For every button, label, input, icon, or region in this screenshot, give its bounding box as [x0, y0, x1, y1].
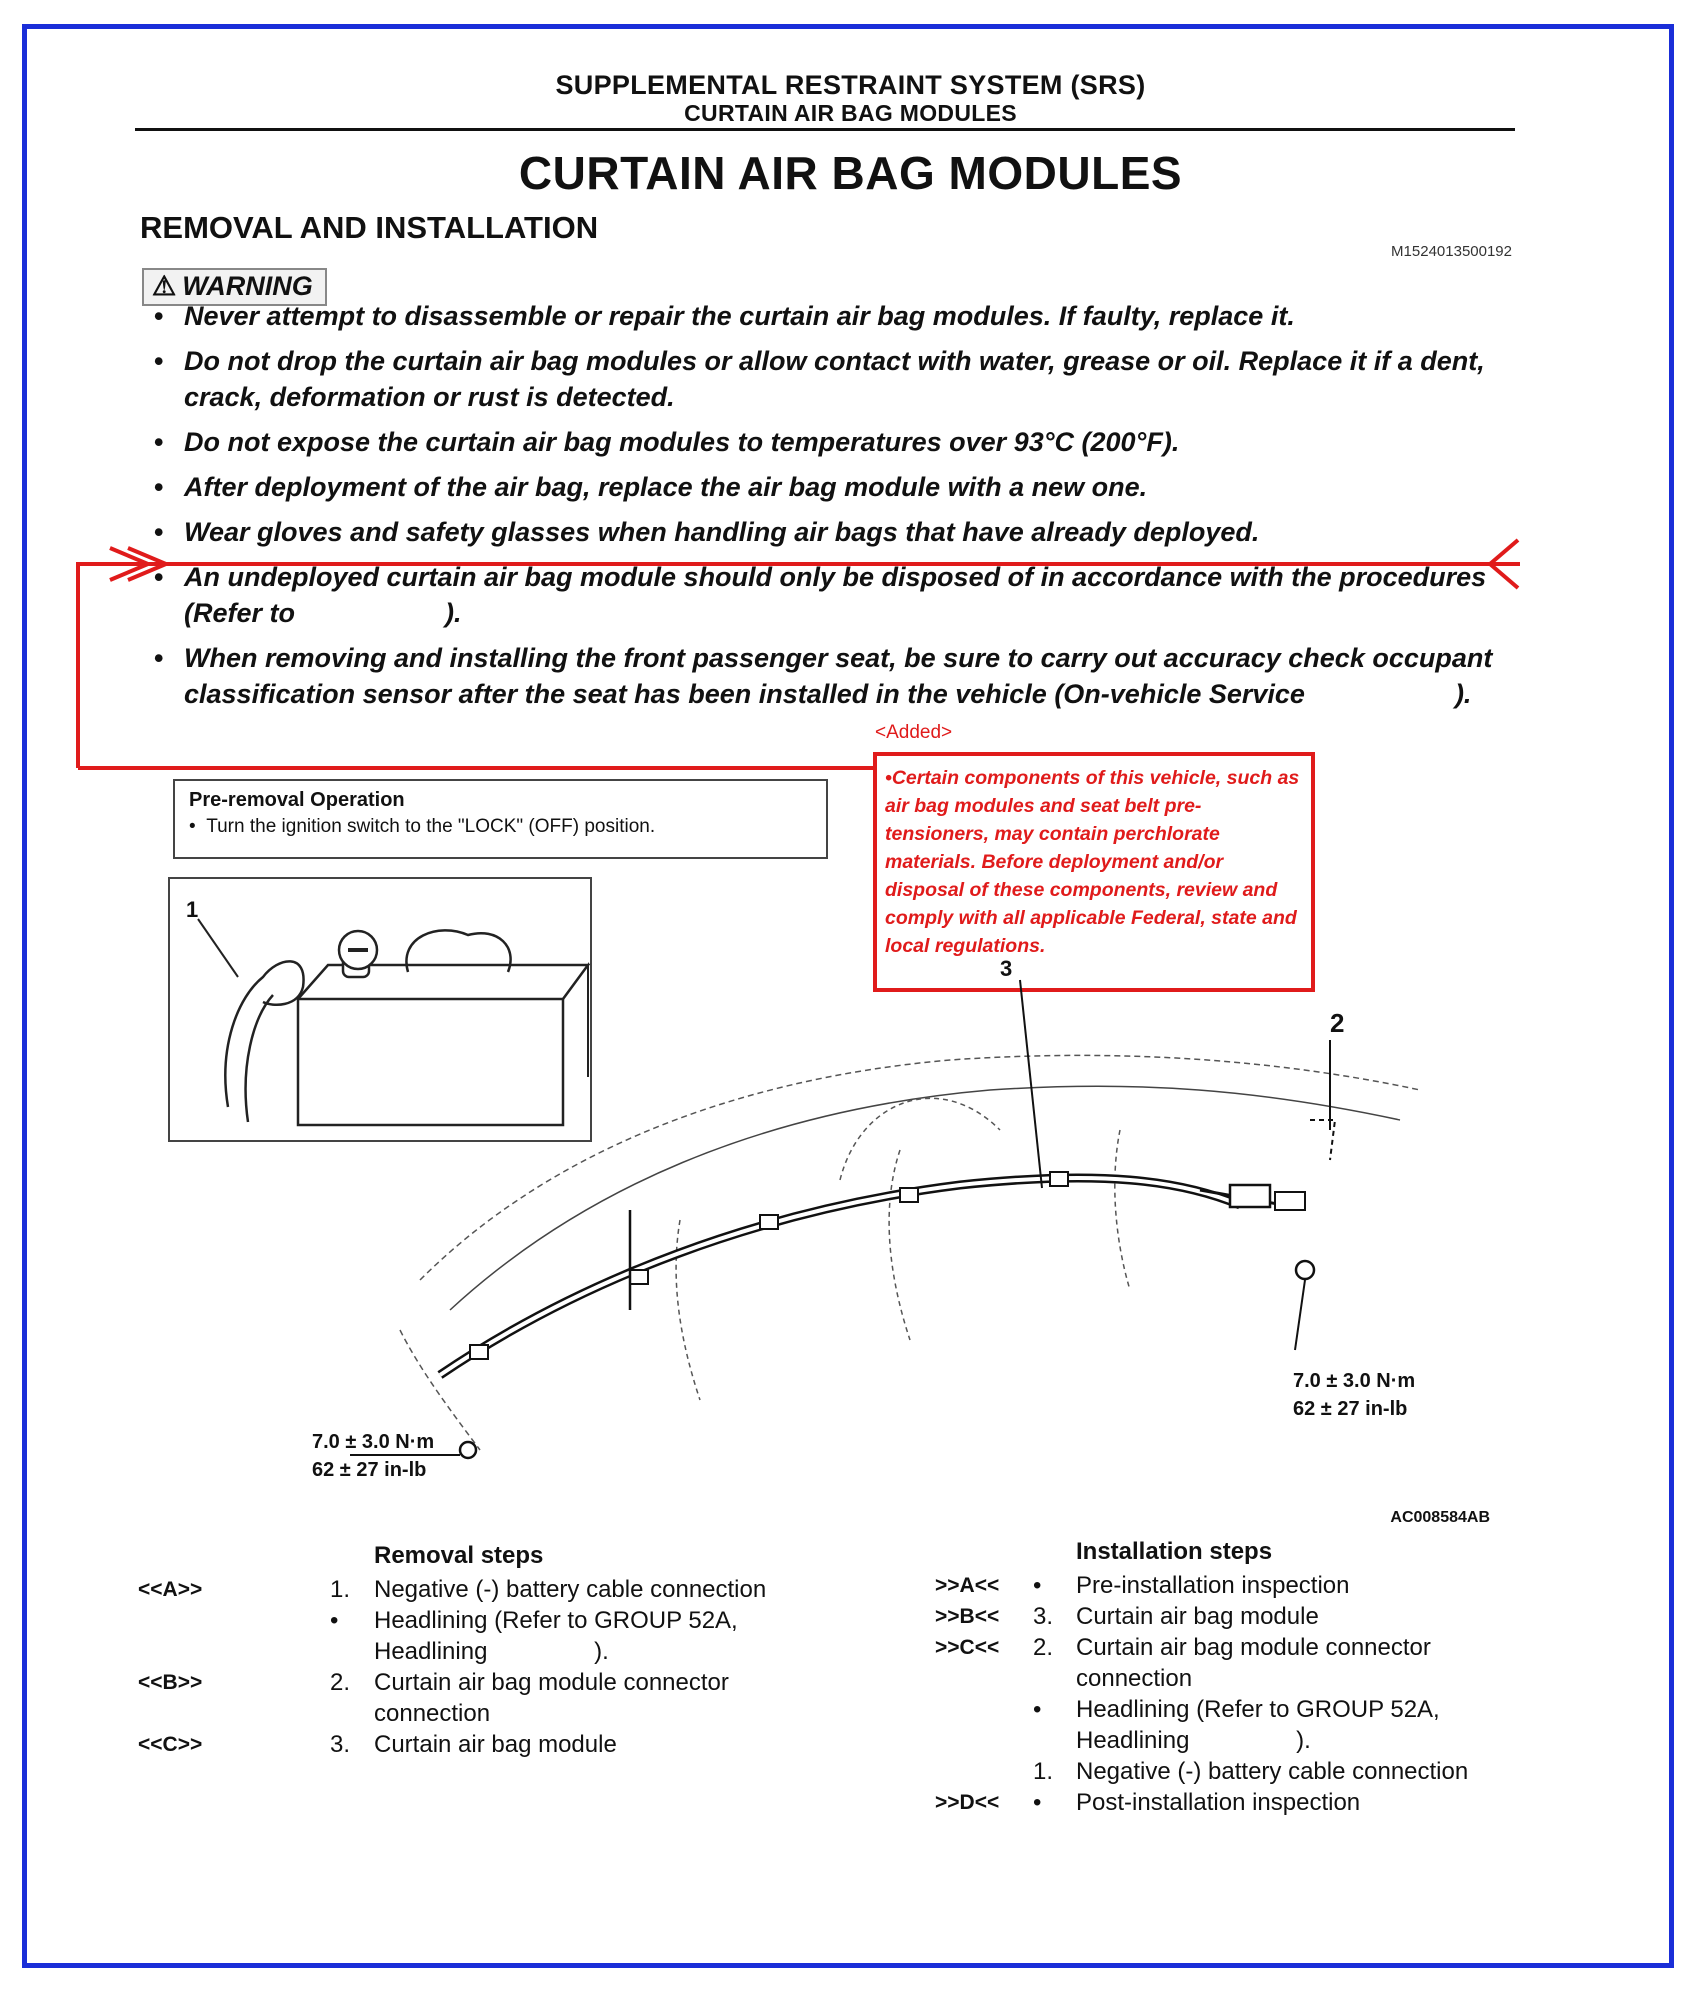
step-tag: <<B>> [138, 1671, 203, 1694]
warning-item [150, 640, 1520, 712]
warning-item-text: An undeployed curtain air bag module should only be disposed of in accordance with the procedures (Refer to [184, 562, 1487, 628]
step-number: 3. [1033, 1603, 1054, 1630]
warning-item-end: ). [445, 598, 462, 628]
step-tag: <<A>> [138, 1578, 203, 1601]
torque-value: 7.0 ± 3.0 N·m [1293, 1370, 1416, 1392]
step-text: Headlining ). [1076, 1727, 1311, 1754]
callout-3: 3 [1000, 956, 1013, 981]
step-tag: >>C<< [935, 1636, 1000, 1659]
step-tag: <<C>> [138, 1733, 203, 1756]
pre-removal-heading: Pre-removal Operation [189, 789, 405, 811]
procedure-heading: REMOVAL AND INSTALLATION [140, 210, 599, 245]
warning-item: • Do not drop the curtain air bag modules or allow contact with water, grease or oil. Replace it if a dent, crack, deformation or rust is detected. [150, 343, 1520, 415]
callout-2: 2 [1330, 1008, 1345, 1038]
step-number: 1. [330, 1576, 351, 1603]
added-tag: <Added> [875, 722, 953, 743]
warning-item: • Never attempt to disassemble or repair the curtain air bag modules. If faulty, replace it. [150, 298, 1520, 334]
torque-spec-left [312, 1428, 434, 1484]
callout-1: 1 [186, 897, 199, 922]
page-title: CURTAIN AIR BAG MODULES [518, 147, 1183, 199]
step-text: Headlining ). [374, 1638, 609, 1665]
step-tag: >>D<< [935, 1791, 1000, 1814]
step-text: Curtain air bag module [1076, 1603, 1319, 1630]
step-text: Negative (-) battery cable connection [1076, 1758, 1469, 1785]
step-number: 1. [1033, 1758, 1054, 1785]
step-text: Pre-installation inspection [1076, 1572, 1350, 1599]
warning-label-text: WARNING [182, 271, 313, 301]
removal-steps-heading: Removal steps [374, 1542, 544, 1569]
header-subsection-title: CURTAIN AIR BAG MODULES [684, 100, 1017, 126]
header-divider [135, 128, 1515, 131]
torque-spec-right [1293, 1367, 1415, 1423]
removal-steps-list [138, 1574, 838, 1774]
warning-item-text: When removing and installing the front passenger seat, be sure to carry out accuracy check occupant classification sensor after the seat has been installed in the vehicle (On-vehicle Service [184, 643, 1493, 709]
torque-value: 62 ± 27 in-lb [312, 1459, 427, 1481]
pre-removal-item: • Turn the ignition switch to the "LOCK" (OFF) position. [189, 816, 656, 837]
step-number: 2. [1033, 1634, 1054, 1661]
step-number: • [1033, 1572, 1042, 1599]
step-number: 2. [330, 1669, 351, 1696]
step-tag: >>B<< [935, 1605, 1000, 1628]
warning-list [150, 298, 1520, 721]
step-number: • [1033, 1696, 1042, 1723]
torque-value: 7.0 ± 3.0 N·m [312, 1431, 435, 1453]
added-note: •Certain components of this vehicle, such as air bag modules and seat belt pre-tensioners, may contain perchlorate materials. Before deployment and/or disposal of these components, review and comply with all applicable Federal, state and local regulations. [873, 752, 1315, 992]
figure-code: AC008584AB [1390, 1509, 1490, 1526]
step-text: Post-installation inspection [1076, 1789, 1361, 1816]
step-number: • [1033, 1789, 1042, 1816]
installation-steps-list [935, 1570, 1635, 1830]
torque-value: 62 ± 27 in-lb [1293, 1398, 1408, 1420]
step-text: Headlining (Refer to GROUP 52A, [1076, 1696, 1440, 1723]
step-text: Curtain air bag module [374, 1731, 617, 1758]
warning-item [150, 559, 1520, 631]
pre-removal-box [173, 779, 828, 859]
step-text: Negative (-) battery cable connection [374, 1576, 767, 1603]
step-text: Curtain air bag module connector [374, 1669, 729, 1696]
step-tag: >>A<< [935, 1574, 1000, 1597]
step-text: connection [1076, 1665, 1193, 1692]
installation-steps-heading: Installation steps [1076, 1538, 1273, 1565]
pre-removal-item-text: Turn the ignition switch to the "LOCK" (OFF) position. [206, 816, 656, 837]
document-id: M1524013500192 [1391, 243, 1512, 260]
step-text: Curtain air bag module connector [1076, 1634, 1431, 1661]
step-number: 3. [330, 1731, 351, 1758]
step-text: Headlining (Refer to GROUP 52A, [374, 1607, 738, 1634]
warning-item: • Do not expose the curtain air bag modules to temperatures over 93°C (200°F). [150, 424, 1520, 460]
header-section-title: SUPPLEMENTAL RESTRAINT SYSTEM (SRS) [555, 70, 1146, 100]
step-number: • [330, 1607, 339, 1634]
warning-item-end: ). [1454, 679, 1472, 709]
step-text: connection [374, 1700, 491, 1727]
warning-item: • After deployment of the air bag, replace the air bag module with a new one. [150, 469, 1520, 505]
warning-item: • Wear gloves and safety glasses when handling air bags that have already deployed. [150, 514, 1520, 550]
warning-triangle-icon: ⚠ [152, 271, 177, 301]
